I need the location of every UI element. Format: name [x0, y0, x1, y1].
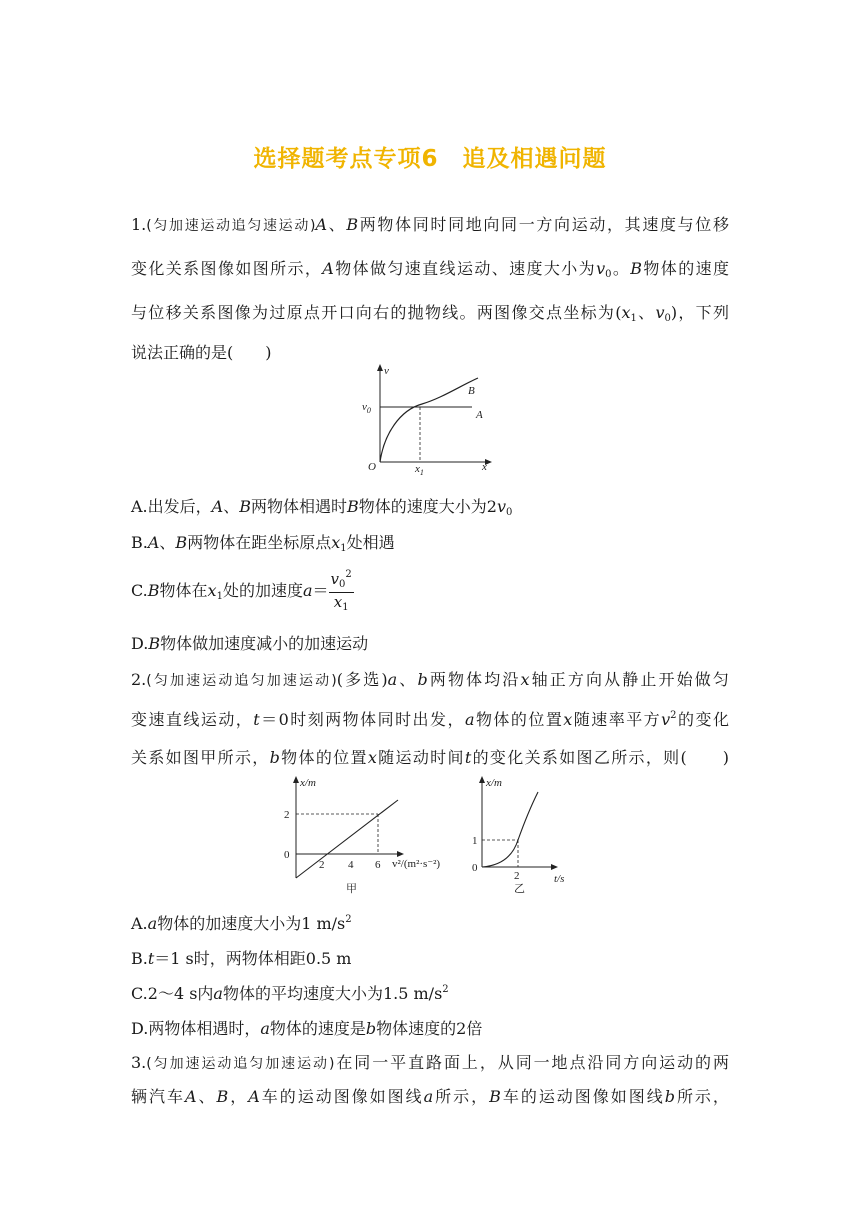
q1-fig-v-label: v [384, 365, 389, 377]
page-title: 选择题考点专项6 追及相遇问题 [253, 146, 607, 172]
q2-option-a: A.a物体的加速度大小为1 $m/s^2$ [131, 914, 352, 933]
q1-fig-v0-label: $v_0$ [362, 401, 371, 415]
q2-figure-jia [280, 772, 460, 896]
q2-line-1: 2.(匀加速运动追匀加速运动)(多选)a、b两物体均沿x轴正方向从静止开始做匀 [131, 670, 729, 689]
q2-jia-x-label: v²/(m²·s⁻²) [392, 858, 441, 870]
q2-option-d: D.两物体相遇时，a物体的速度是b物体速度的2倍 [131, 1019, 483, 1038]
q1-fig-curve-b: B [468, 385, 475, 397]
q1-fig-x1-label: $x_1$ [415, 463, 424, 477]
q1-fig-origin: O [368, 461, 376, 473]
q1-option-b: B.A、B两物体在距坐标原点$x_1$处相遇 [131, 533, 395, 554]
q2-yi-x-tick-2: 2 [514, 870, 520, 882]
q2-figure-yi [470, 772, 580, 896]
q2-yi-y-label: x/m [486, 777, 502, 789]
q3-line-1: 3.(匀加速运动追匀加速运动)在同一平直路面上，从同一地点沿同方向运动的两 [131, 1053, 729, 1072]
q1-option-c-fraction: $\frac{v_0^2}{x_1}$ [330, 569, 352, 613]
q2-jia-y-tick-2: 2 [284, 809, 290, 821]
q1-option-d: D.B物体做加速度减小的加速运动 [131, 634, 369, 653]
q2-yi-x-label: t/s [554, 873, 565, 885]
q2-jia-x-tick-4: 4 [348, 859, 354, 871]
q2-jia-x-tick-2: 2 [319, 859, 325, 871]
q2-option-b: B.t＝1 s时，两物体相距0.5 m [131, 949, 352, 968]
q2-yi-y-tick-0: 0 [472, 862, 478, 874]
q2-yi-caption: 乙 [514, 883, 525, 895]
q2-jia-y-label: x/m [300, 777, 316, 789]
q1-option-a: A.出发后，A、B两物体相遇时B物体的速度大小为$2v_0$ [131, 497, 513, 518]
q1-line-4: 说法正确的是( ) [131, 343, 272, 362]
q3-line-2: 辆汽车A、B，A车的运动图像如图线a所示，B车的运动图像如图线b所示， [131, 1087, 729, 1106]
q1-option-c: C.B物体在$x_1$处的加速度a＝ $\frac{v_0^2}{x_1}$ [131, 569, 352, 613]
q2-line-3: 关系如图甲所示，b物体的位置x随运动时间t的变化关系如图乙所示，则( ) [131, 748, 729, 767]
q1-line-3: 与位移关系图像为过原点开口向右的抛物线。两图像交点坐标为($x_1$、$v_0$)，下列 [131, 303, 729, 324]
q2-jia-y-tick-0: 0 [284, 849, 290, 861]
q1-figure [360, 362, 500, 477]
q2-yi-y-tick-1: 1 [472, 835, 478, 847]
q2-line-2: 变速直线运动，t＝0时刻两物体同时出发，a物体的位置x随速率平方$v^2$的变化 [131, 710, 729, 729]
q2-option-c: C.2～4 s内a物体的平均速度大小为1.5 $m/s^2$ [131, 984, 449, 1003]
q1-line-2: 变化关系图像如图所示，A物体做匀速直线运动、速度大小为$v_0$。B物体的速度 [131, 259, 729, 280]
q2-jia-caption: 甲 [346, 883, 357, 895]
q1-fig-line-a: A [476, 409, 483, 421]
q2-jia-x-tick-6: 6 [375, 859, 381, 871]
q1-fig-x-label: x [482, 461, 487, 473]
q1-line-1: 1.(匀加速运动追匀速运动)A、B两物体同时同地向同一方向运动，其速度与位移 [131, 215, 729, 234]
